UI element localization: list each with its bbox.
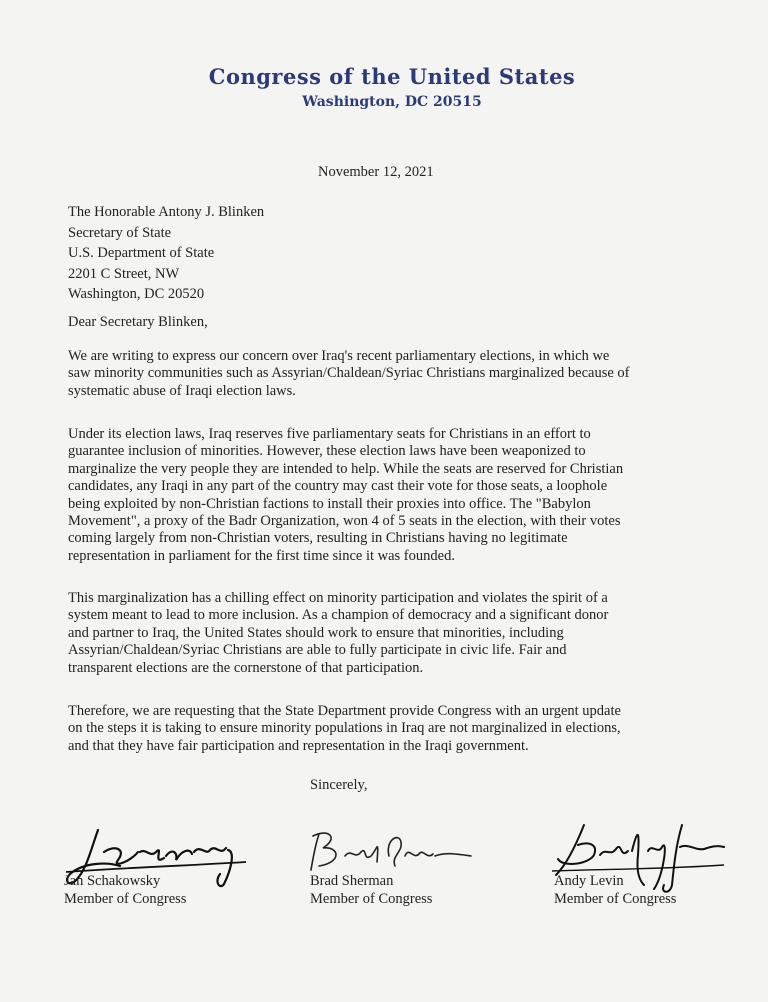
recipient-line: Washington, DC 20520 <box>68 286 205 302</box>
signature-sherman <box>305 826 475 876</box>
recipient-line: 2201 C Street, NW <box>68 265 180 282</box>
paragraph-line: coming largely from non-Christian voters, resulting in Christians having no legitimate <box>68 530 568 547</box>
paragraph-line: Therefore, we are requesting that the State Department provide Congress with an urgent update <box>68 703 621 719</box>
signer-name: Andy Levin <box>554 873 624 889</box>
closing: Sincerely, <box>310 777 368 793</box>
paragraph-line: Under its election laws, Iraq reserves five parliamentary seats for Christians in an effort to <box>68 426 591 442</box>
paragraph-line: and partner to Iraq, the United States should work to ensure that minorities, including <box>68 624 564 641</box>
signer-title: Member of Congress <box>554 891 677 907</box>
signer-title: Member of Congress <box>64 891 187 907</box>
paragraph-line: systematic abuse of Iraqi election laws. <box>68 382 296 399</box>
signer-schakowsky <box>64 872 186 908</box>
letterhead-address: Washington, DC 20515 <box>302 94 482 110</box>
letterhead-title: Congress of the United States <box>208 64 576 89</box>
paragraph-line: saw minority communities such as Assyrian/Chaldean/Syriac Christians marginalized because of <box>68 365 630 382</box>
signer-name: Jan Schakowsky <box>64 873 161 889</box>
salutation: Dear Secretary Blinken, <box>68 314 208 330</box>
paragraph-line: Assyrian/Chaldean/Syriac Christians are able to fully participate in civic life. Fair and <box>68 642 567 659</box>
paragraph-line: system meant to lead to more inclusion. As a champion of democracy and a significant donor <box>68 607 609 624</box>
body-paragraph-4 <box>68 703 704 755</box>
recipient-line: The Honorable Antony J. Blinken <box>68 204 265 220</box>
signer-sherman <box>310 872 432 908</box>
paragraph-line: and that they have fair participation and representation in the Iraqi government. <box>68 737 529 754</box>
paragraph-line: We are writing to express our concern over Iraq's recent parliamentary elections, in which we <box>68 348 610 364</box>
paragraph-line: guarantee inclusion of minorities. However, these election laws have been weaponized to <box>68 443 586 460</box>
letter-date: November 12, 2021 <box>318 164 434 180</box>
paragraph-line: marginalize the very people they are intended to help. While the seats are reserved for Christian <box>68 460 624 477</box>
signer-name: Brad Sherman <box>310 873 394 889</box>
paragraph-line: being exploited by non-Christian factions to install their proxies into office. The "Babylon <box>68 495 591 512</box>
paragraph-line: This marginalization has a chilling effect on minority participation and violates the spirit of a <box>68 590 608 606</box>
paragraph-line: transparent elections are the cornerstone of that participation. <box>68 659 424 676</box>
paragraph-line: Movement", a proxy of the Badr Organization, won 4 of 5 seats in the election, with their votes <box>68 513 621 530</box>
paragraph-line: candidates, any Iraqi in any part of the country may cast their vote for those seats, a loophole <box>68 478 608 495</box>
signer-levin <box>554 872 676 908</box>
body-paragraph-1 <box>68 348 704 400</box>
body-paragraph-2 <box>68 426 704 565</box>
recipient-line: Secretary of State <box>68 224 172 241</box>
body-paragraph-3 <box>68 590 704 677</box>
recipient-address <box>68 202 264 305</box>
paragraph-line: representation in parliament for the first time since it was founded. <box>68 547 455 564</box>
signer-title: Member of Congress <box>310 891 433 907</box>
paragraph-line: on the steps it is taking to ensure minority populations in Iraq are not marginalized in elections, <box>68 720 621 737</box>
recipient-line: U.S. Department of State <box>68 245 215 261</box>
